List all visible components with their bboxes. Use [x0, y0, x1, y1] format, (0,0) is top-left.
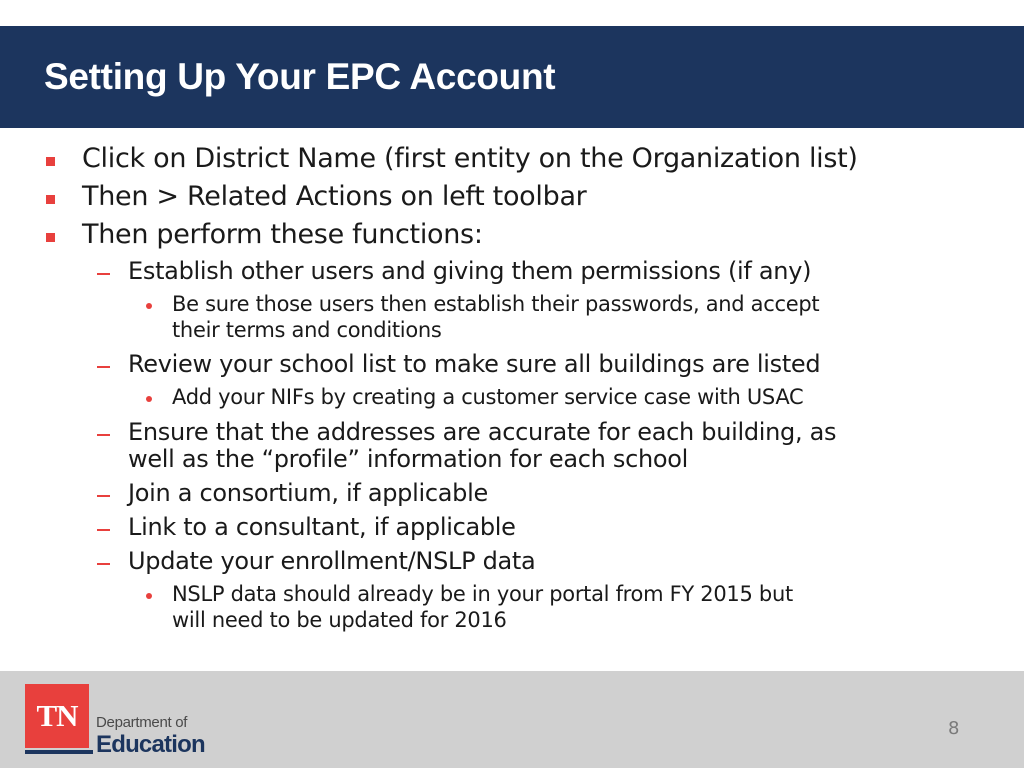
- sub-sub-bullet-item-cont: their terms and conditions: [172, 318, 442, 342]
- sub-bullet-item: Review your school list to make sure all buildings are listed: [128, 350, 821, 378]
- square-bullet-icon: [46, 195, 55, 204]
- logo-education-text: Education: [96, 731, 205, 758]
- dash-bullet-icon: [97, 529, 110, 531]
- bullet-item: Click on District Name (first entity on the Organization list): [82, 143, 858, 174]
- sub-sub-bullet-item: Be sure those users then establish their passwords, and accept: [172, 292, 820, 316]
- sub-bullet-item: Join a consortium, if applicable: [128, 479, 488, 507]
- square-bullet-icon: [46, 157, 55, 166]
- bullet-item: Then > Related Actions on left toolbar: [82, 181, 587, 212]
- dot-bullet-icon: [146, 593, 152, 599]
- logo-department-text: Department of: [96, 714, 188, 731]
- dash-bullet-icon: [97, 366, 110, 368]
- sub-bullet-item: Update your enrollment/NSLP data: [128, 547, 536, 575]
- logo-underline: [25, 750, 93, 754]
- sub-bullet-item: Establish other users and giving them permissions (if any): [128, 257, 812, 285]
- dash-bullet-icon: [97, 434, 110, 436]
- sub-sub-bullet-item: Add your NIFs by creating a customer service case with USAC: [172, 385, 804, 409]
- dash-bullet-icon: [97, 563, 110, 565]
- dot-bullet-icon: [146, 303, 152, 309]
- sub-bullet-item-cont: well as the “profile” information for each school: [128, 445, 689, 473]
- bullet-item: Then perform these functions:: [82, 219, 483, 250]
- dot-bullet-icon: [146, 396, 152, 402]
- slide-title: Setting Up Your EPC Account: [44, 56, 556, 97]
- tn-logo-mark: TN: [36, 698, 78, 733]
- sub-bullet-item: Ensure that the addresses are accurate for each building, as: [128, 418, 837, 446]
- square-bullet-icon: [46, 233, 55, 242]
- dash-bullet-icon: [97, 273, 110, 275]
- tn-logo: [25, 684, 89, 748]
- sub-sub-bullet-item: NSLP data should already be in your portal from FY 2015 but: [172, 582, 793, 606]
- sub-sub-bullet-item-cont: will need to be updated for 2016: [172, 608, 507, 632]
- dash-bullet-icon: [97, 495, 110, 497]
- page-number: 8: [948, 718, 960, 739]
- sub-bullet-item: Link to a consultant, if applicable: [128, 513, 516, 541]
